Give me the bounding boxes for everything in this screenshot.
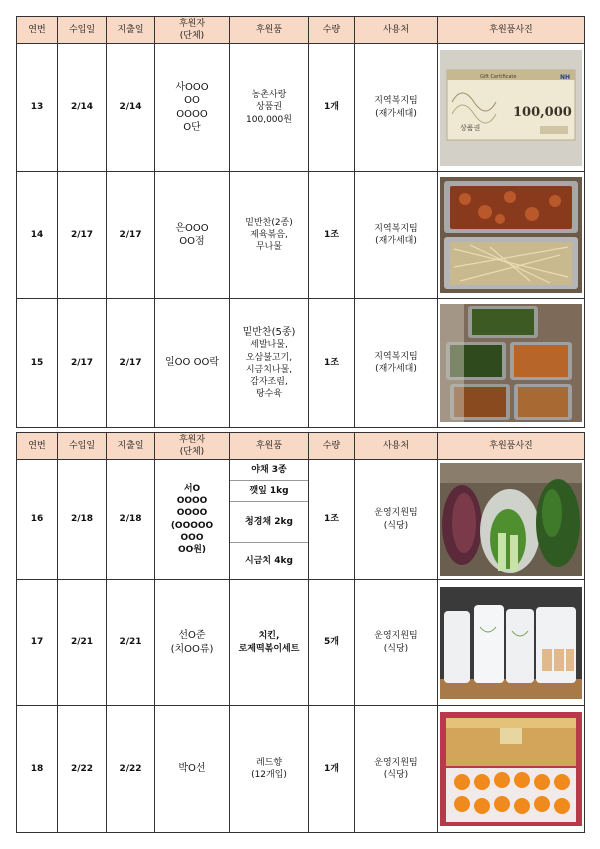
cell-item bbox=[230, 460, 309, 580]
chicken-sets-photo bbox=[440, 587, 582, 699]
cell-item: 밑반찬(5종) 세발나물, 오삼불고기, 시금치나물, 감자조림, 탕수육 bbox=[230, 299, 309, 428]
cell-no: 14 bbox=[17, 172, 58, 299]
svg-text:상품권: 상품권 bbox=[460, 123, 481, 132]
header-qty: 수량 bbox=[309, 17, 355, 44]
table-row bbox=[17, 299, 585, 428]
header-use: 사용처 bbox=[355, 17, 438, 44]
header-in-date: 수입일 bbox=[58, 433, 107, 460]
cell-in-date: 2/17 bbox=[58, 172, 107, 299]
cell-no: 18 bbox=[17, 706, 58, 833]
cell-qty: 1조 bbox=[309, 460, 355, 580]
table-header-row bbox=[17, 433, 585, 460]
cell-out-date: 2/22 bbox=[107, 706, 155, 833]
cell-use: 지역복지팀 (재가세대) bbox=[355, 172, 438, 299]
cell-out-date: 2/14 bbox=[107, 44, 155, 172]
item-line: 야채 3종 bbox=[230, 460, 308, 481]
cell-photo bbox=[438, 706, 585, 833]
cell-in-date: 2/18 bbox=[58, 460, 107, 580]
header-item: 후원품 bbox=[230, 433, 309, 460]
cell-photo bbox=[438, 460, 585, 580]
table-row bbox=[17, 580, 585, 706]
cell-out-date: 2/18 bbox=[107, 460, 155, 580]
cell-photo bbox=[438, 172, 585, 299]
cell-out-date: 2/17 bbox=[107, 299, 155, 428]
cell-no: 13 bbox=[17, 44, 58, 172]
svg-text:Gift Certificate: Gift Certificate bbox=[480, 73, 517, 80]
header-no: 연번 bbox=[17, 433, 58, 460]
cell-use: 운영지원팀 (식당) bbox=[355, 460, 438, 580]
header-out-date: 지출일 bbox=[107, 17, 155, 44]
cell-item: 밑반찬(2종) 제육볶음, 무나물 bbox=[230, 172, 309, 299]
cell-donor: 일OO OO락 bbox=[155, 299, 230, 428]
five-side-dishes-photo bbox=[440, 304, 582, 422]
cell-item: 농촌사랑 상품권 100,000원 bbox=[230, 44, 309, 172]
vegetables-image bbox=[440, 463, 582, 576]
table-row bbox=[17, 44, 585, 172]
cell-out-date: 2/17 bbox=[107, 172, 155, 299]
side-dish-trays-photo bbox=[440, 177, 582, 293]
svg-text:100,000: 100,000 bbox=[513, 104, 572, 120]
cell-donor: 서O OOOO OOOO (OOOOO OOO OO원) bbox=[155, 460, 230, 580]
header-qty: 수량 bbox=[309, 433, 355, 460]
header-item: 후원품 bbox=[230, 17, 309, 44]
svg-text:NH: NH bbox=[560, 73, 571, 81]
cell-photo bbox=[438, 44, 585, 172]
cell-photo bbox=[438, 299, 585, 428]
cell-donor: 사OOO OO OOOO O단 bbox=[155, 44, 230, 172]
cell-in-date: 2/14 bbox=[58, 44, 107, 172]
vegetables-photo bbox=[440, 463, 582, 576]
cell-qty: 1개 bbox=[309, 44, 355, 172]
chicken-sets-image bbox=[440, 587, 582, 699]
cell-qty: 1개 bbox=[309, 706, 355, 833]
side-dish-trays-image bbox=[440, 177, 582, 293]
cell-in-date: 2/21 bbox=[58, 580, 107, 706]
cell-use: 지역복지팀 (재가세대) bbox=[355, 44, 438, 172]
red-hyang-box-photo bbox=[440, 712, 582, 826]
header-in-date: 수입일 bbox=[58, 17, 107, 44]
header-use: 사용처 bbox=[355, 433, 438, 460]
donation-table-1 bbox=[16, 16, 585, 428]
cell-qty: 5개 bbox=[309, 580, 355, 706]
cell-in-date: 2/17 bbox=[58, 299, 107, 428]
cell-out-date: 2/21 bbox=[107, 580, 155, 706]
cell-item: 치킨, 로제떡볶이세트 bbox=[230, 580, 309, 706]
cell-use: 지역복지팀 (재가세대) bbox=[355, 299, 438, 428]
table-row bbox=[17, 706, 585, 833]
header-donor: 후원자 (단체) bbox=[155, 433, 230, 460]
cell-in-date: 2/22 bbox=[58, 706, 107, 833]
gift-certificate-photo bbox=[440, 50, 582, 166]
table-row bbox=[17, 172, 585, 299]
cell-no: 15 bbox=[17, 299, 58, 428]
table-row bbox=[17, 460, 585, 580]
item-line: 시금치 4kg bbox=[245, 555, 293, 566]
cell-qty: 1조 bbox=[309, 299, 355, 428]
red-hyang-box-image bbox=[440, 712, 582, 826]
donation-table-2 bbox=[16, 432, 585, 833]
cell-item: 레드향 (12개입) bbox=[230, 706, 309, 833]
cell-donor: 박O선 bbox=[155, 706, 230, 833]
header-donor: 후원자 (단체) bbox=[155, 17, 230, 44]
table-header-row bbox=[17, 17, 585, 44]
five-side-dishes-image bbox=[440, 304, 582, 422]
cell-no: 16 bbox=[17, 460, 58, 580]
item-line: 깻잎 1kg bbox=[230, 481, 308, 502]
header-photo: 후원품사진 bbox=[438, 17, 585, 44]
cell-donor: 선O준 (치OO류) bbox=[155, 580, 230, 706]
gift-certificate-image bbox=[440, 50, 582, 166]
header-out-date: 지출일 bbox=[107, 433, 155, 460]
cell-use: 운영지원팀 (식당) bbox=[355, 580, 438, 706]
cell-no: 17 bbox=[17, 580, 58, 706]
header-no: 연번 bbox=[17, 17, 58, 44]
cell-photo bbox=[438, 580, 585, 706]
cell-use: 운영지원팀 (식당) bbox=[355, 706, 438, 833]
cell-donor: 은OOO OO점 bbox=[155, 172, 230, 299]
header-photo: 후원품사진 bbox=[438, 433, 585, 460]
item-line: 청경채 2kg bbox=[230, 502, 308, 543]
cell-qty: 1조 bbox=[309, 172, 355, 299]
